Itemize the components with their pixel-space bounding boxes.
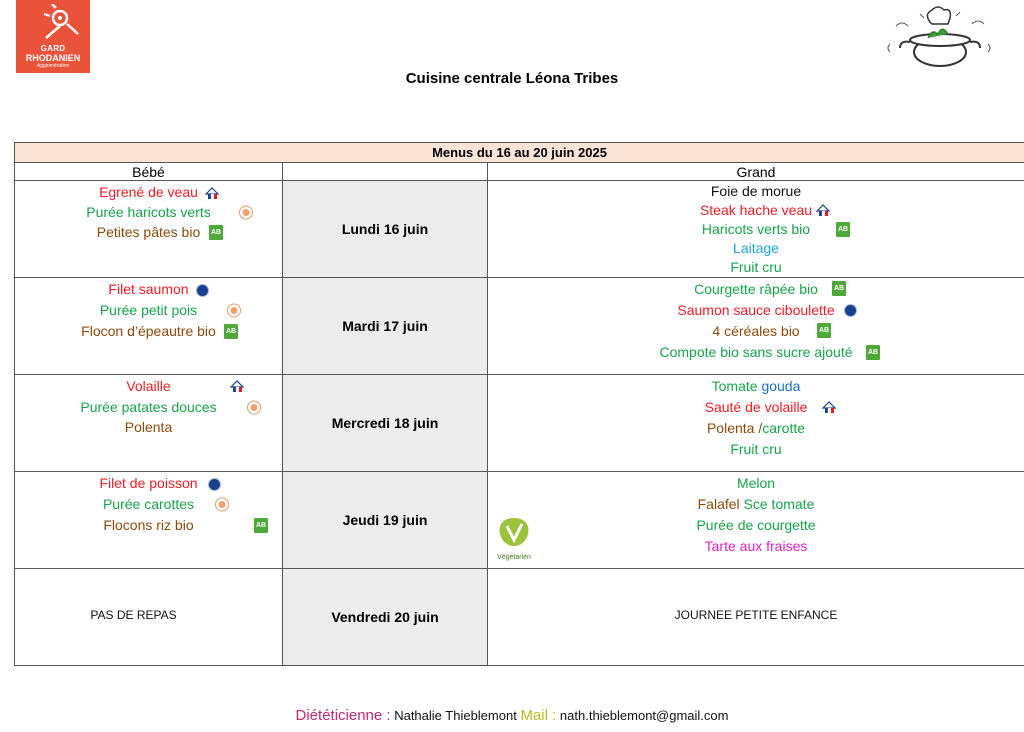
footer-contact	[0, 707, 1024, 724]
menu-item: Fruit cru	[730, 259, 782, 275]
bebe-menu-cell	[15, 181, 283, 278]
table-row	[15, 472, 1024, 569]
day-label: Vendredi 20 juin	[283, 569, 488, 666]
menu-item: Purée petit pois	[99, 302, 198, 318]
menu-item-mixed	[488, 377, 1024, 395]
label-rouge-icon	[844, 304, 857, 317]
menu-item: Purée de courgette	[696, 517, 816, 533]
grand-menu-cell	[488, 375, 1024, 472]
menu-item: Haricots verts bio	[701, 221, 811, 237]
label-rouge-icon	[196, 284, 209, 297]
bebe-bio-label-icon	[227, 303, 241, 318]
bio-ab-icon: AB	[224, 324, 238, 339]
bebe-menu-cell	[15, 472, 283, 569]
logo-text-gard: GARD	[40, 44, 66, 53]
grand-menu-cell	[488, 472, 1024, 569]
vegetarien-leaf-icon	[496, 516, 532, 548]
bio-ab-icon: AB	[254, 518, 268, 533]
menu-item: Tarte aux fraises	[704, 538, 808, 554]
menu-item: Compote bio sans sucre ajouté	[659, 344, 853, 360]
label-rouge-icon	[208, 478, 221, 491]
bebe-menu-cell	[15, 375, 283, 472]
menu-item: Tomate	[711, 378, 758, 394]
day-label: Lundi 16 juin	[283, 181, 488, 278]
table-row	[15, 569, 1024, 666]
table-row	[15, 375, 1024, 472]
menu-item: Foie de morue	[710, 183, 802, 199]
grand-menu-cell	[488, 181, 1024, 278]
menu-item: Falafel	[697, 496, 740, 512]
menu-item: gouda	[761, 378, 801, 394]
dietician-label: Diététicienne :	[295, 707, 391, 724]
menu-item: Flocons riz bio	[103, 517, 194, 533]
viande-francaise-icon	[205, 186, 219, 201]
no-meal-text: PAS DE REPAS	[90, 608, 177, 622]
bio-ab-icon: AB	[836, 222, 850, 237]
menu-item: Polenta /	[706, 420, 763, 436]
menu-item: Saumon sauce ciboulette	[677, 302, 835, 318]
table-row	[15, 181, 1024, 278]
grand-menu-cell	[488, 278, 1024, 375]
vegetarien-badge	[496, 516, 532, 560]
menu-item: Courgette râpée bio	[694, 281, 818, 297]
email-link[interactable]: nath.thieblemont@gmail.com	[559, 708, 729, 723]
logo-text-agglomeration: Agglomération	[36, 63, 70, 69]
bio-ab-icon: AB	[817, 323, 831, 338]
bebe-menu-cell	[15, 569, 283, 666]
menu-item: Polenta	[124, 419, 173, 435]
column-header-bebe: Bébé	[15, 163, 283, 181]
menu-item: Purée carottes	[102, 496, 195, 512]
menu-item-mixed	[488, 419, 1024, 437]
menu-item: Laitage	[733, 240, 779, 256]
bebe-bio-label-icon	[247, 400, 261, 415]
menu-item: Egrené de veau	[99, 184, 198, 200]
viande-francaise-icon	[822, 400, 836, 415]
menu-item: Purée haricots verts	[86, 204, 211, 220]
menu-item: Petites pâtes bio	[96, 224, 201, 240]
menu-item: 4 céréales bio	[712, 323, 800, 339]
menu-item-mixed	[488, 495, 1024, 513]
chef-pot-illustration-icon	[876, 4, 1004, 76]
logo-mark-icon	[16, 4, 90, 46]
gard-rhodanien-logo	[16, 0, 90, 73]
menu-table	[14, 142, 1024, 666]
menu-item: Sce tomate	[743, 496, 815, 512]
menu-item: carotte	[762, 420, 806, 436]
menu-item: Steak hache veau	[699, 202, 813, 218]
menu-week-header: Menus du 16 au 20 juin 2025	[15, 143, 1024, 163]
menu-item: Purée patates douces	[80, 399, 217, 415]
special-day-text: JOURNEE PETITE ENFANCE	[674, 608, 838, 622]
day-label: Mardi 17 juin	[283, 278, 488, 375]
menu-item: Filet saumon	[108, 281, 189, 297]
page-title: Cuisine centrale Léona Tribes	[405, 70, 619, 87]
menu-item: Volaille	[126, 378, 171, 394]
grand-menu-cell	[488, 569, 1024, 666]
menu-item: Flocon d’épeautre bio	[81, 323, 216, 339]
bebe-bio-label-icon	[239, 205, 253, 220]
bebe-bio-label-icon	[215, 497, 229, 512]
mail-label: Mail :	[520, 707, 557, 724]
bio-ab-icon: AB	[209, 225, 223, 240]
menu-item: Filet de poisson	[99, 475, 198, 491]
column-header-day	[283, 163, 488, 181]
day-label: Mercredi 18 juin	[283, 375, 488, 472]
logo-text-rhodanien: RHODANIEN	[25, 53, 81, 63]
viande-francaise-icon	[230, 379, 244, 394]
table-row	[15, 278, 1024, 375]
menu-item: Sauté de volaille	[704, 399, 808, 415]
menu-item: Fruit cru	[730, 441, 782, 457]
bio-ab-icon: AB	[866, 345, 880, 360]
day-label: Jeudi 19 juin	[283, 472, 488, 569]
menu-item: Melon	[736, 475, 776, 491]
vegetarien-label: Végétarien	[497, 554, 531, 561]
column-header-grand: Grand	[488, 163, 1024, 181]
bio-ab-icon: AB	[832, 281, 846, 296]
viande-francaise-icon	[816, 203, 830, 218]
dietician-name: Nathalie Thieblemont	[394, 708, 517, 723]
bebe-menu-cell	[15, 278, 283, 375]
